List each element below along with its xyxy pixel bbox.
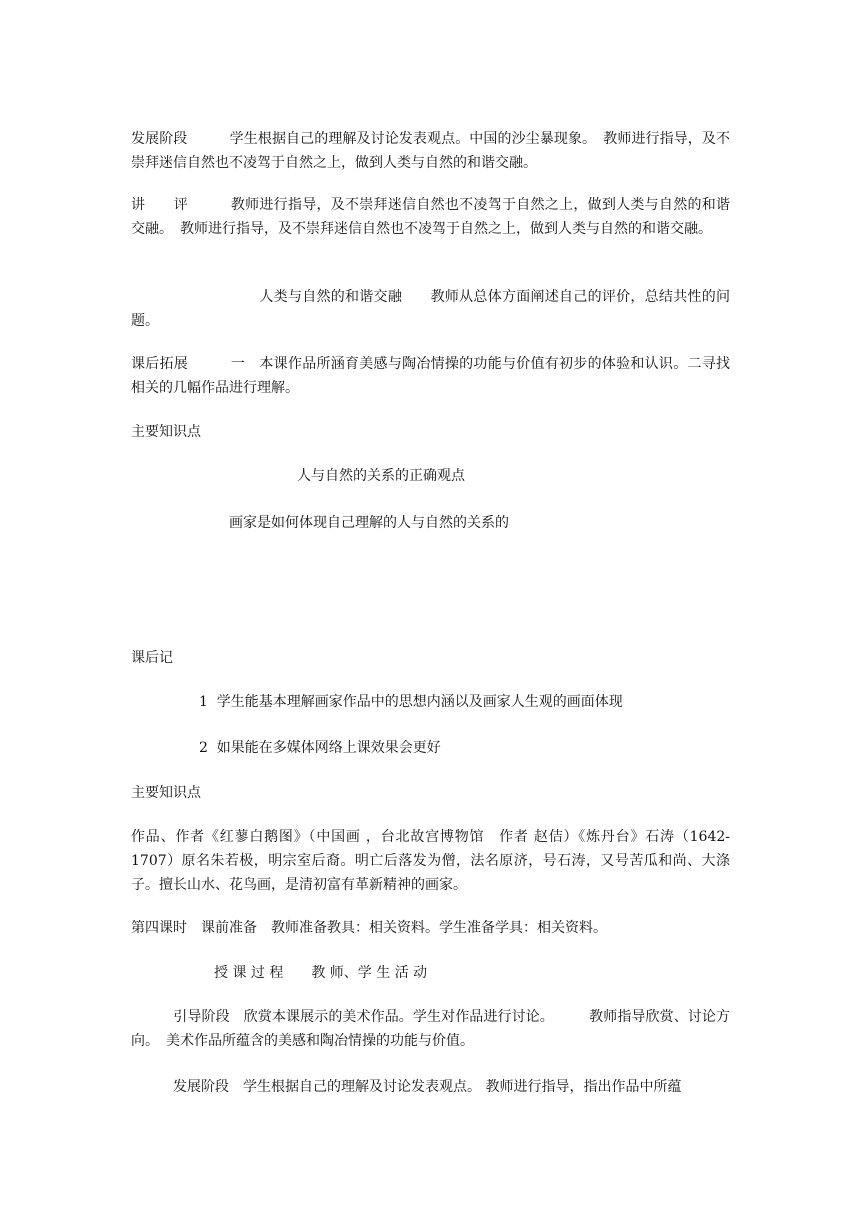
note-2: 2 如果能在多媒体网络上课效果会更好	[199, 740, 441, 756]
teaching-process-header: 授 课 过 程 教 师、学 生 活 动	[214, 965, 428, 981]
paragraph-development-stage-2: 发展阶段 学生根据自己的理解及讨论发表观点。 教师进行指导，指出作品中所蕴	[131, 1079, 682, 1095]
heading-after-class-notes: 课后记	[131, 650, 173, 666]
paragraph-harmony: 人类与自然的和谐交融 教师从总体方面阐述自己的评价，总结共性的问题。	[131, 289, 730, 329]
note-1: 1 学生能基本理解画家作品中的思想内涵以及画家人生观的画面体现	[199, 694, 623, 710]
key-point-1: 人与自然的关系的正确观点	[297, 468, 465, 484]
paragraph-development-stage: 发展阶段 学生根据自己的理解及讨论发表观点。中国的沙尘暴现象。 教师进行指导，及不崇拜迷信自然也不凌驾于自然之上，做到人类与自然的和谐交融。	[131, 131, 730, 171]
lesson-four-prep: 第四课时 课前准备 教师准备教具：相关资料。学生准备学具：相关资料。	[131, 920, 607, 936]
heading-key-points: 主要知识点	[131, 424, 201, 440]
paragraph-guide-stage: 引导阶段 欣赏本课展示的美术作品。学生对作品进行讨论。 教师指导欣赏、讨论方向。 美术作品所蕴含的美感和陶冶情操的功能与价值。	[131, 1009, 730, 1049]
paragraph-extension: 课后拓展 一 本课作品所涵育美感与陶冶情操的功能与价值有初步的体验和认识。二寻找相关的几幅作品进行理解。	[131, 356, 730, 396]
paragraph-works-authors: 作品、作者《红蓼白鹅图》（中国画 ，台北故宫博物馆 作者 赵佶）《炼丹台》石涛（1642-1707）原名朱若极，明宗室后裔。明亡后落发为僧，法名原济，号石涛，又号苦瓜和尚、大涤子。擅长山水、花鸟画，是清初富有革新精神的画家。	[131, 829, 730, 893]
key-point-2: 画家是如何体现自己理解的人与自然的关系的	[229, 515, 509, 531]
paragraph-review: 讲 评 教师进行指导，及不崇拜迷信自然也不凌驾于自然之上，做到人类与自然的和谐交融。 教师进行指导，及不崇拜迷信自然也不凌驾于自然之上，做到人类与自然的和谐交融。	[131, 197, 730, 237]
heading-key-points-2: 主要知识点	[131, 785, 201, 801]
